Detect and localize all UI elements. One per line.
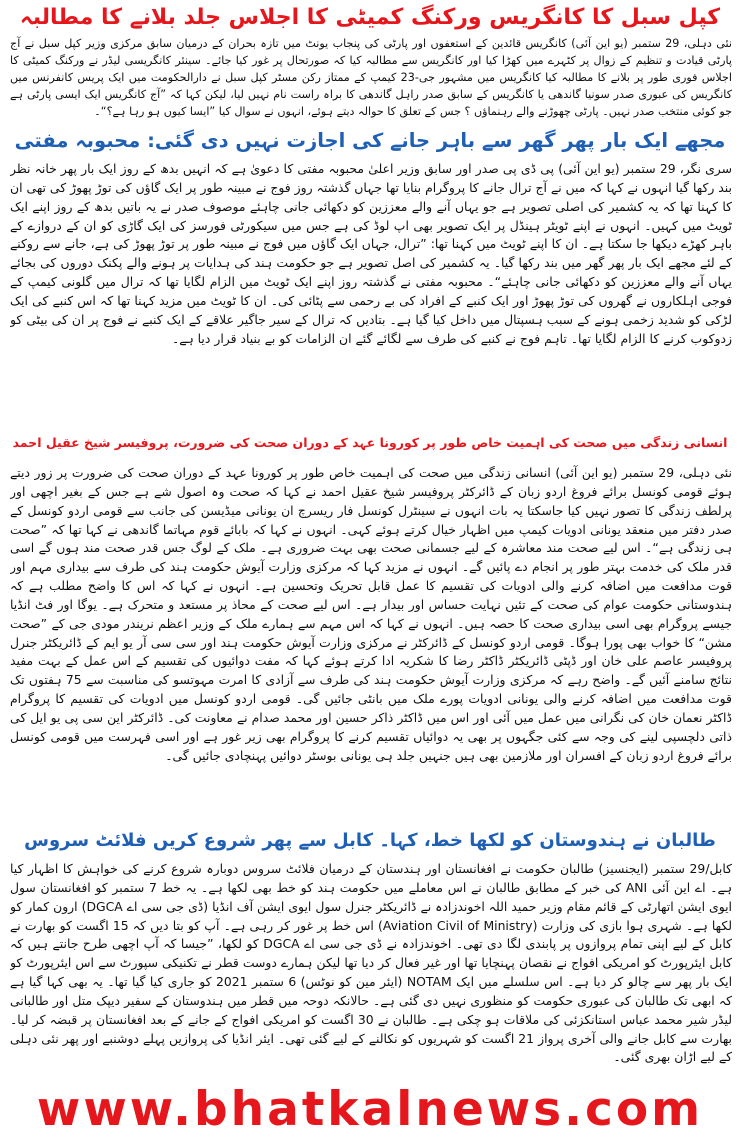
article-2-headline: مجھے ایک بار پھر گھر سے باہر جانے کی اجازت نہیں دی گئی: محبوبہ مفتی [14, 129, 726, 152]
article-4-headline: طالبان نے ہندوستان کو لکھا خط، کہا۔ کابل سے پھر شروع کریں فلائٹ سروس [24, 830, 716, 851]
site-logo: www.bhatkalnews.com [36, 1082, 704, 1137]
article-1-headline: کپل سبل کا کانگریس ورکنگ کمیٹی کا اجلاس جلد بلانے کا مطالبہ [19, 5, 721, 30]
article-3-body: نئی دہلی، 29 ستمبر (یو این آئی) انسانی زندگی میں صحت کی اہمیت خاص طور پر کورونا عہد کے دوران صحت کی ضرورت پر زور دیتے ہوئے قومی کونسل برائے فروغ اردو زبان کے ڈائرکٹر پروفیسر شیخ عقیل احمد نے کہا کہ صحت وہ اصول شے ہے جس کے بغیر اچھی اور پرلطف زندگی کا تصور نہیں کیا جاسکتا یہ بات انہوں نے سینٹرل کونسل فار ریسرچ ان یونانی میڈیسن کی جانب سے قومی اردو کونسل کے صدر دفتر میں منعقد یونانی ادویات کیمپ میں اظہار خیال کرتے ہوئے کہی۔ انہوں نے کہا کہ بابائے قوم مہاتما گاندھی نے کہا تھا کہ ”صحت ہی زندگی ہے“۔ اس لیے صحت مند معاشرہ کے لیے جسمانی صحت بھی بہت ضروری ہے۔ ملک کے لوگ جس قدر صحت مند ہوں گے اسی قدر ملک کی خدمت بہتر طور پر انجام دے پائیں گے۔ انہوں نے مزید کہا کہ مرکزی وزارت آیوش حکومت ہند کی طرف سے بیداری مہم اور قوت مدافعت میں اضافہ کرنے والی ادویات کی تقسیم کا عمل قابل تحریک وتحسین ہے۔ انہوں نے کہا کہ اس کا واضح مطلب ہے کہ ہندوستانی حکومت عوام کی صحت کے تئیں نہایت حساس اور بیدار ہے۔ اس لیے صحت کے محاذ پر مستعد و متحرک ہے۔ یوگا اور فٹ انڈیا جیسے پروگرام بھی اسی بیداری صحت کا حصہ ہیں۔ انہوں نے کہا کہ اس مہم سے ہمارے ملک کے وزیر اعظم نریندر مودی جی کے ”صحت مشن“ کا خواب بھی پورا ہوگا۔ قومی اردو کونسل کے ڈائرکٹر نے مرکزی وزارت آیوش حکومت ہند اور سی سی آر یو ایم کے ڈائریکٹر جنرل پروفیسر عاصم علی خان اور ڈپٹی ڈائریکٹر ڈاکٹر رضا کا شکریہ ادا کرتے ہوئے کہا کہ مفت دوائیوں کی تقسیم کے اس عمل کے بہت مفید نتائج سامنے آئیں گے۔ واضح رہے کہ مرکزی وزارت آیوش حکومت ہند کی طرف سے آزادی کا امرت مہوتسو کی مناسبت سے 75 ہفتوں تک قوت مدافعت میں اضافہ کرنے والی یونانی ادویات پورے ملک میں بانٹی جائیں گی۔ قومی اردو کونسل میں ادویات کی تقسیم کا پروگرام ڈاکٹر نعمان خان کی نگرانی میں عمل میں آئی اور اس میں ڈاکٹر ذاکر حسین اور محمد صدام نے معاونت کی۔ ڈائرکٹر این سی پی یو ایل کی ذاتی دلچسپی لینے کی وجہ سے کئی جگہوں پر بھی یہ دوائیاں تقسیم کرنے کا پروگرام بھی زیر غور ہے اور اسی فہرست میں قومی کونسل برائے فروغ اردو زبان کے افسران اور ملازمین بھی ہیں جنہیں جلد ہی یونانی بوسٹر دوائیں پہنچادی جائیں گی۔ [10, 465, 732, 763]
article-1-body: نئی دہلی، 29 ستمبر (یو این آئی) کانگریس قائدین کے استعفوں اور پارٹی کی پنجاب یونٹ میں تازہ بحران کے درمیان سابق مرکزی وزیر کپل سبل نے آج پارٹی قیادت و تنظیم کے زوال پر کٹہرے میں کھڑا کیا اور کانگریس سے مطالبہ کیا کہ صورتحال پر غور کیا جائے۔ سینئر کانگریسی لیڈر نے ورکنگ کمیٹی کا اجلاس فوری طور پر بلانے کا مطالبہ کیا کانگریس میں مشہور جی-23 کیمپ کے ممتاز رکن مسٹر کپل سبل نے دارالحکومت میں ایک پریس کانفرنس میں کانگریس کی عبوری صدر سونیا گاندھی یا کانگریس کے سابق صدر راہل گاندھی کا براہ راست نام نہیں لیا، لیکن کہا کہ ”آج کانگریس ایک ایسی پارٹی ہے جو کوئی منتخب صدر نہیں۔ پارٹی چھوڑنے والے رہنماؤں ؟ جس کے تعلق کا حوالہ دیتے ہوئے، انہوں نے سوال کیا ”ایسا کیوں ہو رہا ہے؟“۔ [10, 37, 732, 118]
article-2-body: سری نگر، 29 ستمبر (یو این آئی) پی ڈی پی صدر اور سابق وزیر اعلیٰ محبوبہ مفتی کا دعویٰ ہے کہ انہیں بدھ کے روز ایک بار پھر خانہ نظر بند رکھا گیا انہوں نے کہا کہ میں نے آج ترال جانے کا پروگرام بنایا تھا جہاں گذشتہ روز فوج نے مبینہ طور پر ایک گاؤں کی توڑ پھوڑ کی تھی ان کا کہنا تھا کہ یہ کشمیر کی اصلی تصویر ہے جو یہاں آنے والے معززین کو دکھائی جانی چاہئے موصوف صدر نے یہ باتیں بدھ کے روز اپنے ایک ٹویٹ میں کہیں۔ انہوں نے اپنے ٹویٹر ہینڈل پر ایک تصویر بھی اپ لوڈ کی ہے جس میں سیکورٹی فورسز کی ایک گاڑی کو ان کے دروازے کے باہر کھڑے دیکھا جا سکتا ہے۔ ان کا اپنے ٹویٹ میں کہنا تھا: ”ترال، جہاں ایک گاؤں میں فوج نے مبینہ طور پر توڑ پھوڑ کی ہے، جانے سے روکنے کے لئے مجھے ایک بار پھر گھر میں بند رکھا گیا۔ یہ کشمیر کی اصل تصویر ہے جو حکومت ہند کی ہدایات پر ہونے والے پکنک دوروں کی بجائے یہاں آنے والے معززین کو دکھائی جانی چاہئے“۔ محبوبہ مفتی نے گذشتہ روز اپنے ایک ٹویٹ میں الزام لگایا تھا کہ ترال میں گلونی کیمپ کے فوجی اہلکاروں نے گھروں کی توڑ پھوڑ اور ایک کنبے کے افراد کی بے رحمی سے پٹائی کی۔ ان کا ٹویٹ میں مزید کہنا تھا کہ اس کنبے کی ایک لڑکی کو شدید زخمی ہونے کے سبب ہسپتال میں داخل کیا گیا ہے۔ بتادیں کہ ترال کے سیر جاگیر علاقے کے ایک کنبے نے فوج پر ان کی بیٹی کو زدوکوب کرنے کا الزام لگایا تھا۔ تاہم فوج نے کنبے کی طرف سے لگائے گئے ان الزامات کو بے بنیاد قرار دیا ہے۔ [10, 161, 732, 346]
article-3-headline: انسانی زندگی میں صحت کی اہمیت خاص طور پر کورونا عہد کے دوران صحت کی ضرورت، پروفیسر شیخ عقیل احمد [12, 435, 728, 450]
article-4-body: کابل/29 ستمبر (ایجنسیز) طالبان حکومت نے افغانستان اور ہندستان کے درمیان فلائٹ سروس دوبارہ شروع کرنے کی خواہش کا اظہار کیا ہے۔ اے این آئی ANI کی خبر کے مطابق طالبان نے اس معاملے میں حکومت ہند کو خط بھی لکھا ہے۔ یہ خط 7 ستمبر کو افغانستان سول ایوی ایشن اتھارٹی کے قائم مقام وزیر حمید اللہ اخوندزادہ نے ڈائریکٹر جنرل سول ایوی ایشن آف انڈیا (ڈی جی سی اے DGCA) ارون کمار کو لکھا ہے۔ شہری ہوا بازی کی وزارت (Aviation Civil of Ministry) اس خط پر غور کر رہی ہے۔ آپ کو بتا دیں کہ 15 اگست کو بھارت نے کابل کے لیے اپنی تمام پروازوں پر پابندی لگا دی تھی۔ اخوندزادہ نے ڈی جی سی اے DGCA کو لکھا، ”جیسا کہ آپ اچھی طرح جانتے ہیں کہ کابل ایئرپورٹ کو امریکی افواج نے نقصان پہنچایا تھا اور غیر فعال کر دیا تھا لیکن ہمارے دوست قطر نے تکنیکی سپورٹ سے اس ایئرپورٹ کو ایک بار پھر سے چالو کر دیا ہے۔ اس سلسلے میں ایک NOTAM (ایئر مین کو نوٹس) 6 ستمبر 2021 کو جاری کیا گیا تھا۔ یہ بھی کہا گیا ہے کہ ابھی تک طالبان کی عبوری حکومت کو منظوری نہیں دی گئی ہے۔ حالانکہ دوحہ میں قطر میں ہندوستان کے سفیر دیپک متل اور طالبانی لیڈر شیر محمد عباس استانکزئی کی ملاقات ہو چکی ہے۔ طالبان نے 30 اگست کو امریکی افواج کے جانے کے بعد افغانستان پر قبضہ کر لیا۔ بھارت سے کابل جانے والی آخری پرواز 21 اگست کو شہریوں کو نکالنے کے لیے گئی تھی۔ ایئر انڈیا کی پروازیں پہلے دوشنبے اور پھر نئی دہلی کے لیے اڑان بھری گئی۔ [10, 861, 732, 1065]
